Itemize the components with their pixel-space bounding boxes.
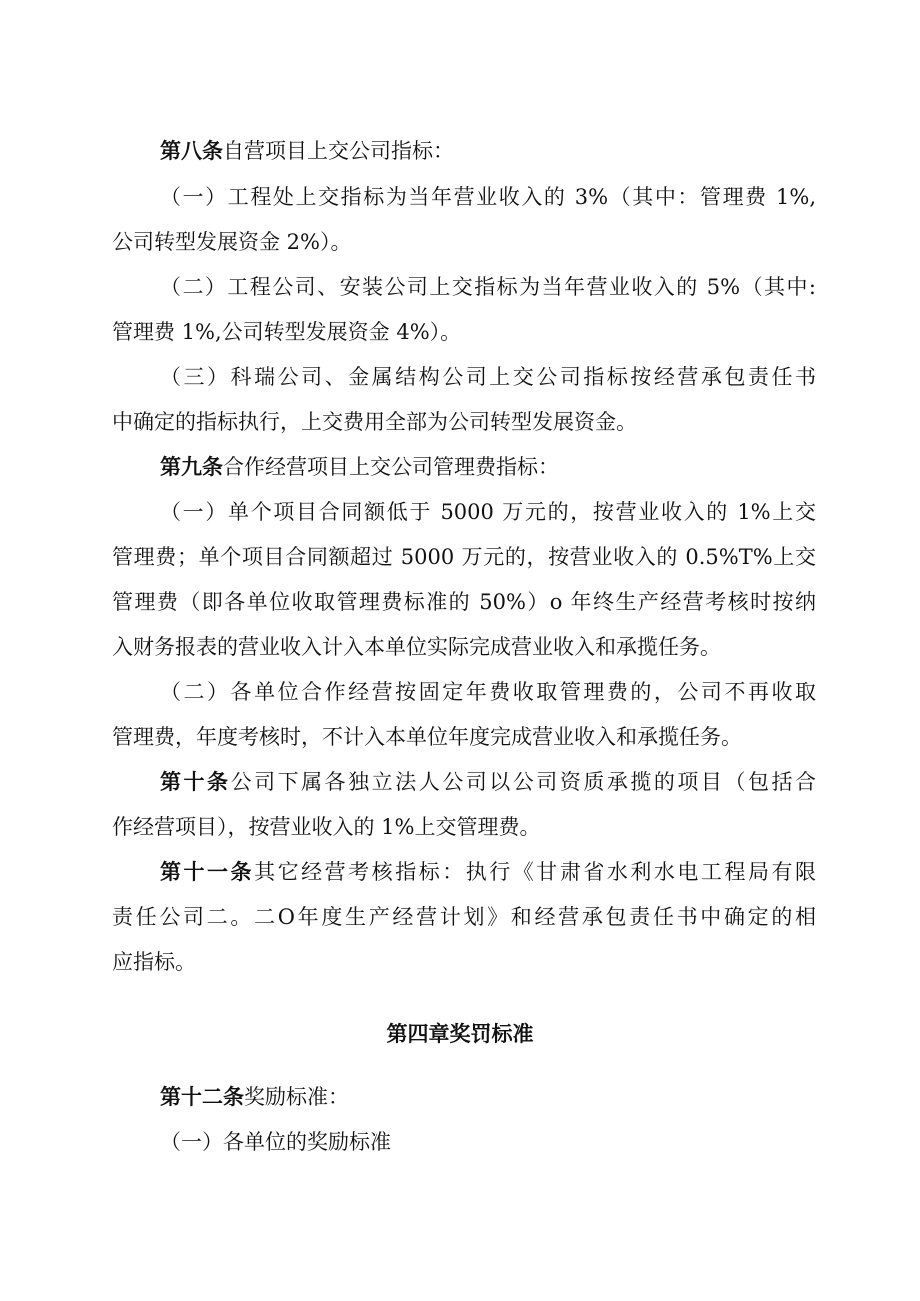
article-9-heading [160, 452, 816, 482]
article-11-title: 第十一条 [160, 860, 255, 884]
article-9-item-2-line-2: 管理费，年度考核时，不计入本单位年度完成营业收入和承揽任务。 [112, 725, 742, 749]
article-9-item-2-line-1: （二）各单位合作经营按固定年费收取管理费的，公司不再收取 [160, 680, 816, 704]
article-12-intro: 奖励标准： [244, 1085, 349, 1109]
article-8-item-2-line-2: 管理费 1%,公司转型发展资金 4%）。 [112, 320, 462, 344]
article-12-title: 第十二条 [160, 1085, 244, 1109]
article-8-item-1-line-1: （一）工程处上交指标为当年营业收入的 3%（其中：管理费 1%, [160, 185, 816, 209]
article-8-item-3-line-1: （三）科瑞公司、金属结构公司上交公司指标按经营承包责任书 [160, 365, 816, 389]
chapter-4-title: 第四章奖罚标准 [386, 1022, 534, 1046]
article-11-line-2: 责任公司二。二O年度生产经营计划》和经营承包责任书中确定的相 [112, 905, 816, 929]
article-8-intro: 自营项目上交公司指标： [223, 139, 454, 163]
article-10-text: 公司下属各独立法人公司以公司资质承揽的项目（包括合 [230, 770, 816, 794]
article-12-item-1: （一）各单位的奖励标准 [160, 1130, 391, 1154]
article-10-line-1 [160, 767, 816, 797]
article-11-line-1 [160, 857, 816, 887]
article-8-heading [160, 136, 816, 166]
article-8-title: 第八条 [160, 139, 223, 163]
article-9-item-1-line-3: 管理费（即各单位收取管理费标准的 50%）o 年终生产经营考核时按纳 [112, 590, 816, 614]
article-9-intro: 合作经营项目上交公司管理费指标： [223, 455, 559, 479]
article-8-item-2-line-1: （二）工程公司、安装公司上交指标为当年营业收入的 5%（其中: [160, 275, 816, 299]
article-11-text: 其它经营考核指标：执行《甘肃省水利水电工程局有限 [254, 860, 816, 884]
article-10-title: 第十条 [160, 770, 231, 794]
article-8-item-3-line-2: 中确定的指标执行，上交费用全部为公司转型发展资金。 [112, 410, 637, 434]
article-9-title: 第九条 [160, 455, 223, 479]
article-9-item-1-line-1: （一）单个项目合同额低于 5000 万元的，按营业收入的 1%上交 [160, 500, 816, 524]
article-10-line-2: 作经营项目），按营业收入的 1%上交管理费。 [112, 815, 541, 839]
article-9-item-1-line-2: 管理费；单个项目合同额超过 5000 万元的，按营业收入的 0.5%T%上交 [112, 545, 816, 569]
article-9-item-1-line-4: 入财务报表的营业收入计入本单位实际完成营业收入和承揽任务。 [112, 635, 721, 659]
article-11-line-3: 应指标。 [112, 950, 196, 974]
article-8-item-1-line-2: 公司转型发展资金 2%）。 [112, 230, 352, 254]
article-12-heading [160, 1082, 816, 1112]
